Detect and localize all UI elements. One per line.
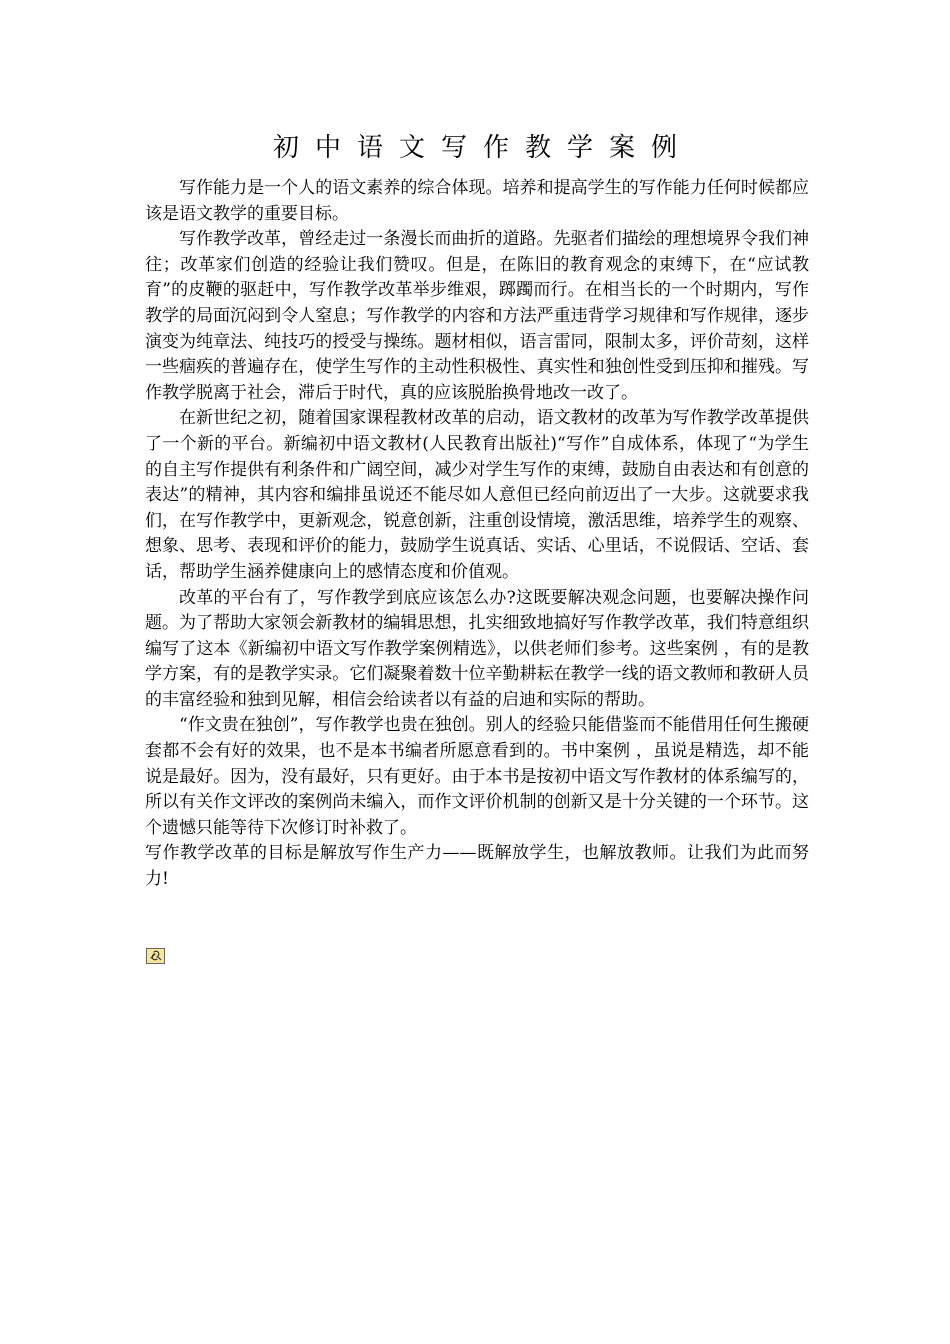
- paragraph-2: 写作教学改革，曾经走过一条漫长而曲折的道路。先驱者们描绘的理想境界令我们神往；改革家们创造的经验让我们赞叹。但是，在陈旧的教育观念的束缚下，在“应试教育”的皮鞭的驱赶中，写作教学改革举步维艰，踯躅而行。在相当长的一个时期内，写作教学的局面沉闷到令人窒息；写作教学的内容和方法严重违背学习规律和写作规律，逐步演变为纯章法、纯技巧的授受与操练。题材相似，语言雷同，限制太多，评价苛刻，这样一些痼疾的普遍存在，使学生写作的主动性积极性、真实性和独创性受到压抑和摧残。写作教学脱离于社会，滞后于时代，真的应该脱胎换骨地改一改了。: [145, 229, 809, 403]
- paragraph-1: 写作能力是一个人的语文素养的综合体现。培养和提高学生的写作能力任何时候都应该是语文教学的重要目标。: [145, 178, 809, 224]
- paragraph-4: 改革的平台有了，写作教学到底应该怎么办?这既要解决观念问题，也要解决操作问题。为了帮助大家领会新教材的编辑思想，扎实细致地搞好写作教学改革，我们特意组织编写了这本《新编初中语文写作教学案例精选》，以供老师们参考。这些案例 ，有的是教学方案，有的是教学实录。它们凝聚着数十位辛勤耕耘在教学一线的语文教师和教研人员的丰富经验和独到见解，相信会给读者以有益的启迪和实际的帮助。: [145, 587, 809, 710]
- hyperlink-icon[interactable]: [146, 948, 165, 964]
- paragraph-5: “作文贵在独创”，写作教学也贵在独创。别人的经验只能借鉴而不能借用任何生搬硬套都不会有好的效果，也不是本书编者所愿意看到的。书中案例 ，虽说是精选，却不能说是最好。因为，没有最好，只有更好。由于本书是按初中语文写作教材的体系编写的，所以有关作文评改的案例尚未编入，而作文评价机制的创新又是十分关键的一个环节。这个遗憾只能等待下次修订时补救了。: [145, 715, 809, 838]
- paragraph-6: 写作教学改革的目标是解放写作生产力——既解放学生，也解放教师。让我们为此而努力!: [145, 843, 809, 890]
- paragraph-3: 在新世纪之初，随着国家课程教材改革的启动，语文教材的改革为写作教学改革提供了一个新的平台。新编初中语文教材(人民教育出版社)“写作”自成体系，体现了“为学生的自主写作提供有利条件和广阔空间，减少对学生写作的束缚，鼓励自由表达和有创意的表达”的精神，其内容和编排虽说还不能尽如人意但已经向前迈出了一大步。这就要求我们，在写作教学中，更新观念，锐意创新，注重创设情境，激活思维，培养学生的观察、想象、思考、表现和评价的能力，鼓励学生说真话、实话、心里话，不说假话、空话、套话，帮助学生涵养健康向上的感情态度和价值观。: [145, 408, 809, 582]
- document-title: 初中语文写作教学案例: [272, 133, 693, 163]
- document-body: [145, 176, 809, 893]
- hyperlink-icon-graphic: [147, 949, 164, 963]
